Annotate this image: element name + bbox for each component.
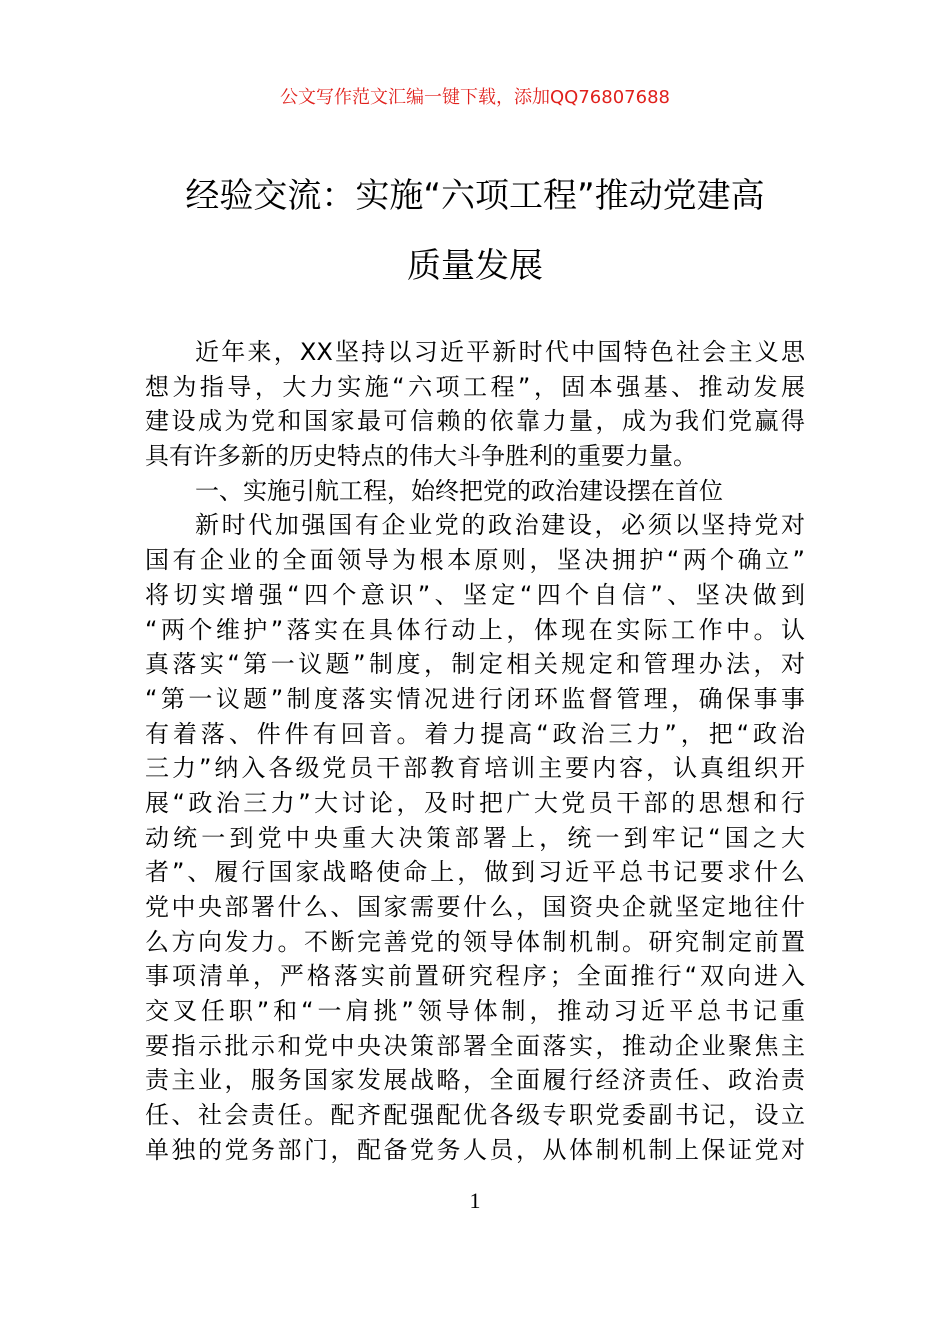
body-text-line: 者”、履行国家战略使命上，做到习近平总书记要求什么 [145,858,805,887]
body-text-line: 具有许多新的历史特点的伟大斗争胜利的重要力量。 [145,442,697,471]
document-title-line-1: 经验交流：实施“六项工程”推动党建高 [185,176,765,216]
body-text-line: “两个维护”落实在具体行动上，体现在实际工作中。认 [145,615,805,644]
body-text-line: 新时代加强国有企业党的政治建设，必须以坚持党对 [195,511,805,540]
body-text-line: 近年来，XX坚持以习近平新时代中国特色社会主义思 [195,338,805,366]
body-text-line: 建设成为党和国家最可信赖的依靠力量，成为我们党赢得 [145,407,805,436]
body-text-line: 党中央部署什么、国家需要什么，国资央企就坚定地往什 [145,893,805,921]
document-title-line-2: 质量发展 [407,246,543,286]
body-text-line: 真落实“第一议题”制度，制定相关规定和管理办法，对 [145,650,805,679]
body-text-line: 么方向发力。不断完善党的领导体制机制。研究制定前置 [145,927,805,956]
page-number: 1 [469,1188,481,1213]
body-text-line: 国有企业的全面领导为根本原则，坚决拥护“两个确立” [145,546,805,575]
body-text-line: “第一议题”制度落实情况进行闭环监督管理，确保事事 [145,684,805,713]
body-text-line: 交叉任职”和“一肩挑”领导体制，推动习近平总书记重 [145,997,805,1026]
body-text-line: 任、社会责任。配齐配强配优各级专职党委副书记，设立 [145,1101,805,1130]
document-body [145,335,805,1168]
body-text-line: 有着落、件件有回音。着力提高“政治三力”，把“政治 [145,719,805,748]
body-text-line: 三力”纳入各级党员干部教育培训主要内容，认真组织开 [145,754,805,783]
body-text-line: 一、实施引航工程，始终把党的政治建设摆在首位 [195,476,723,505]
body-text-line: 责主业，服务国家发展战略，全面履行经济责任、政治责 [145,1066,805,1095]
download-banner: 公文写作范文汇编一键下载，添加QQ76807688 [280,87,670,108]
body-text-line: 要指示批示和党中央决策部署全面落实，推动企业聚焦主 [145,1031,805,1060]
body-text-line: 展“政治三力”大讨论，及时把广大党员干部的思想和行 [145,788,805,817]
body-text-line: 动统一到党中央重大决策部署上，统一到牢记“国之大 [145,823,805,852]
body-text-line: 事项清单，严格落实前置研究程序；全面推行“双向进入 [145,962,805,991]
body-text-line: 单独的党务部门，配备党务人员，从体制机制上保证党对 [145,1135,805,1164]
body-text-line: 想为指导，大力实施“六项工程”，固本强基、推动发展 [145,372,805,401]
body-text-line: 将切实增强“四个意识”、坚定“四个自信”、坚决做到 [145,580,805,609]
